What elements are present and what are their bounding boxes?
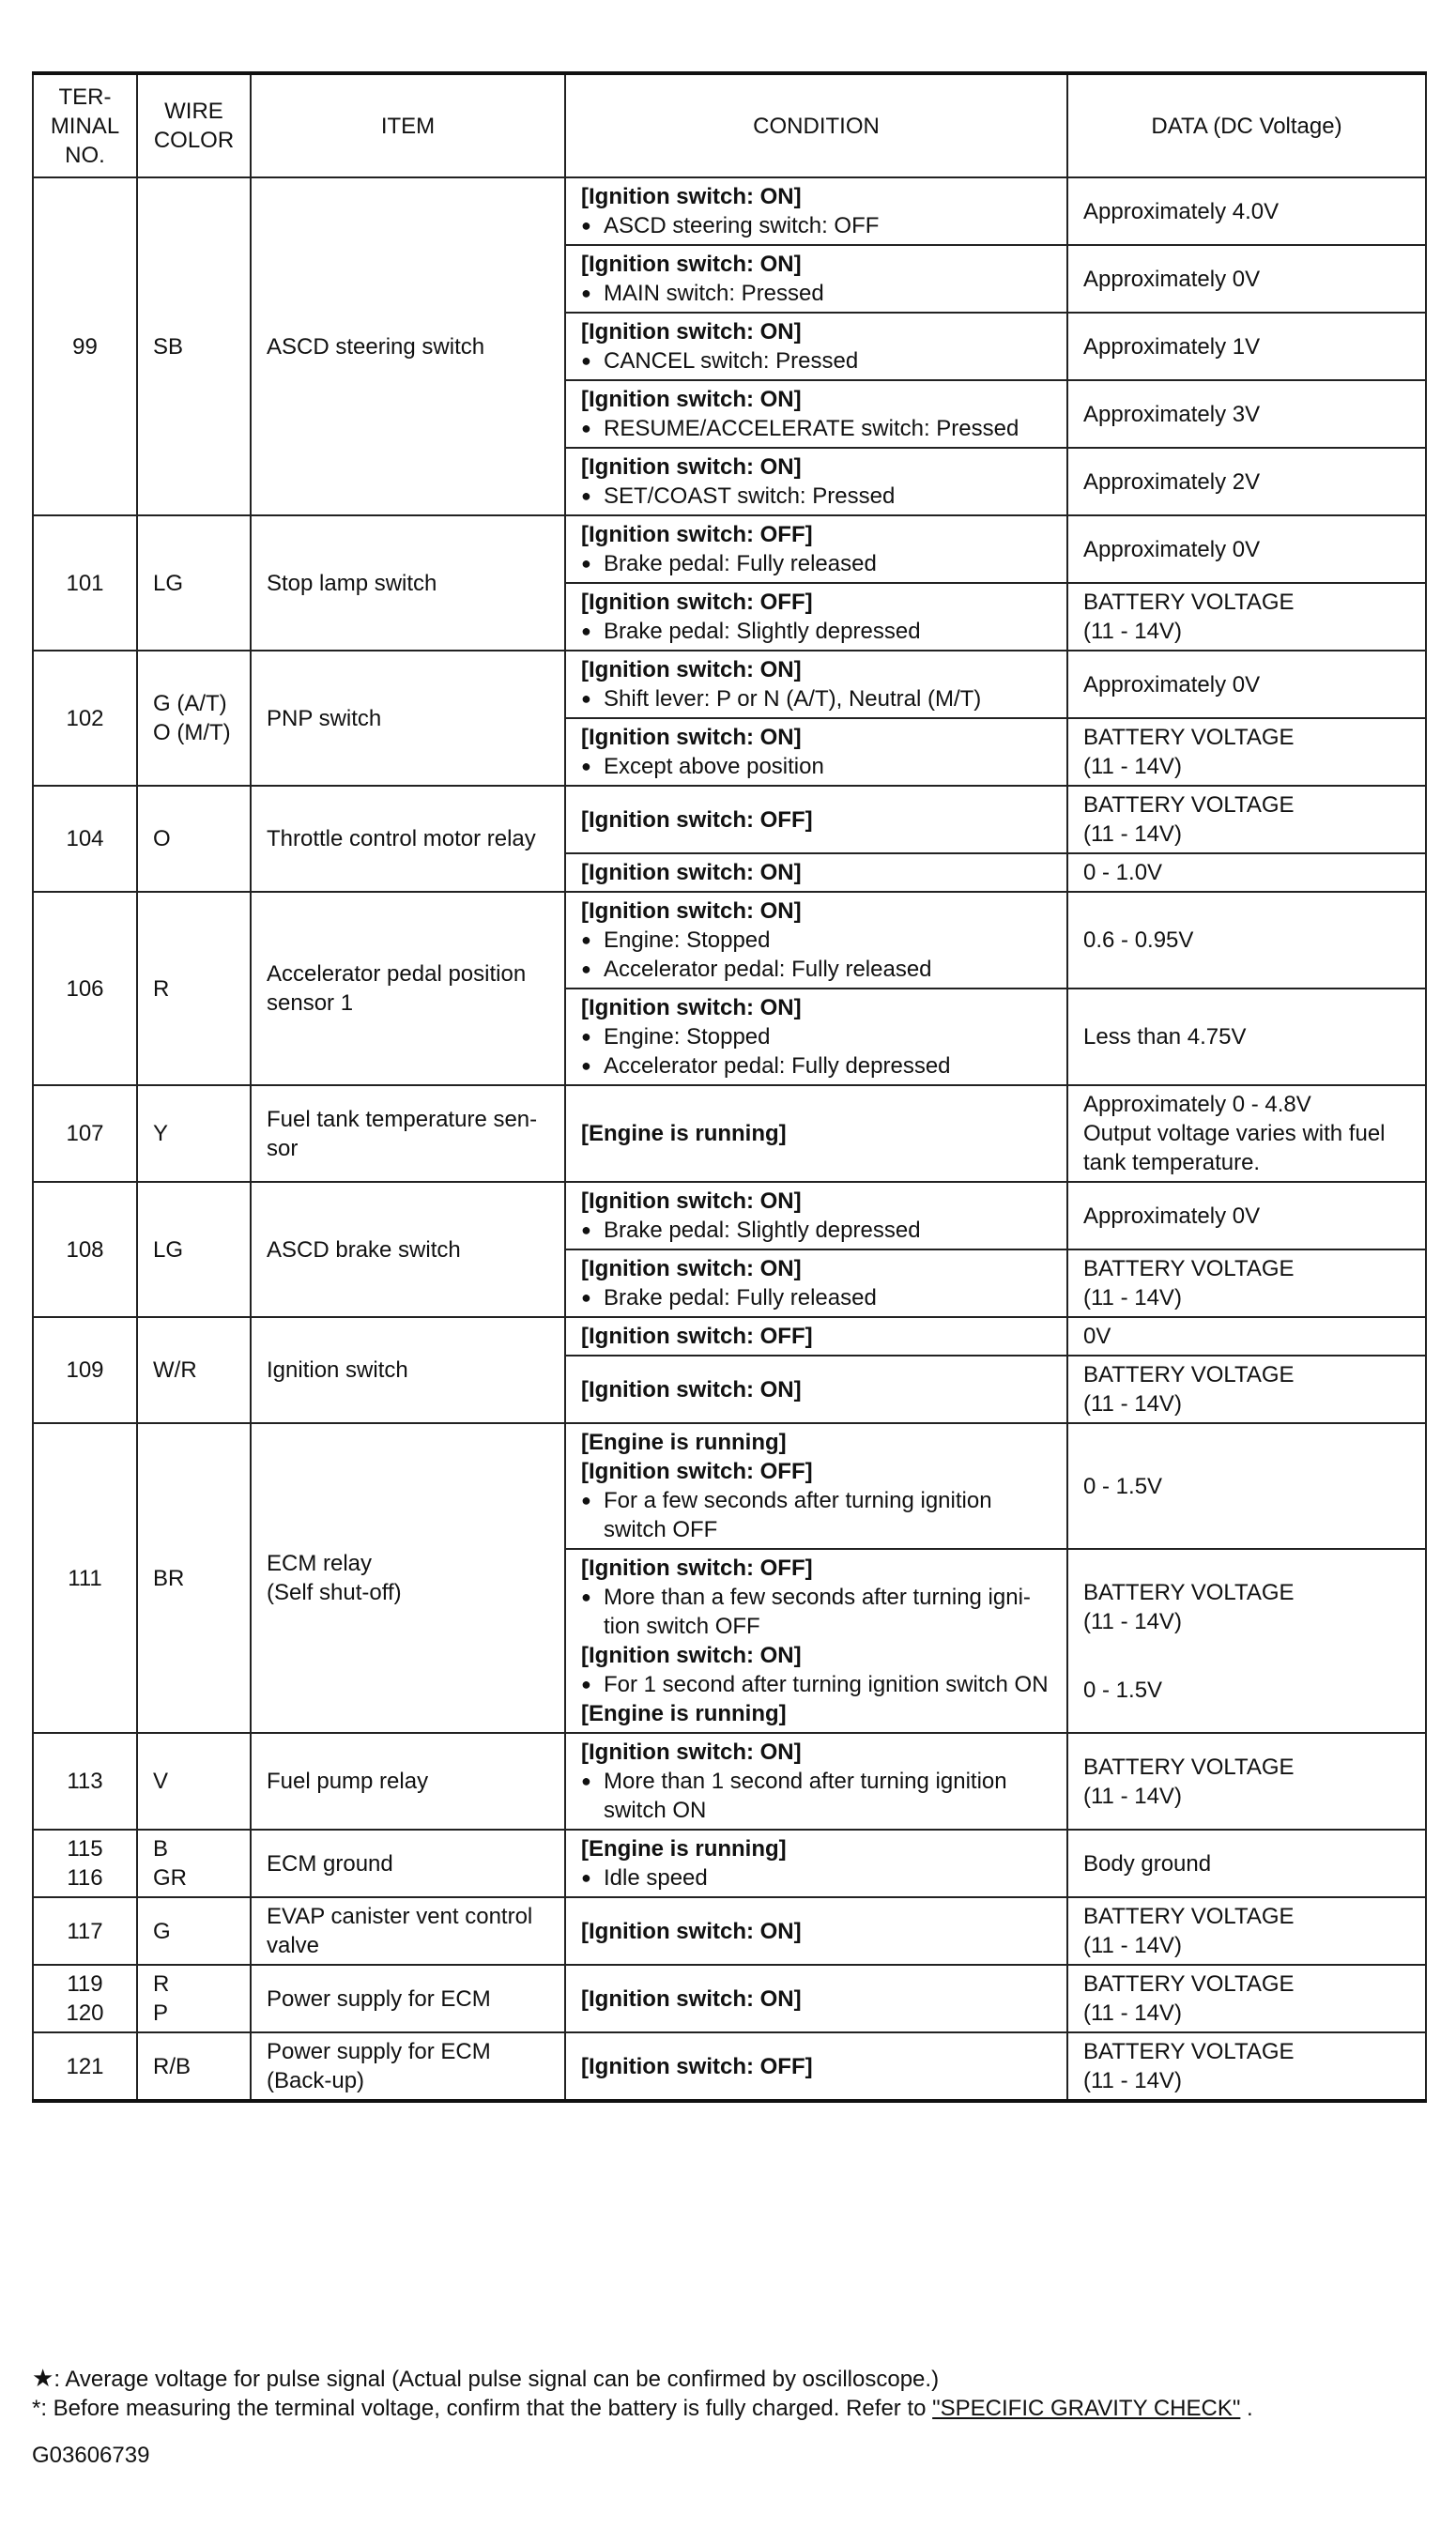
condition-heading: [Ignition switch: ON] xyxy=(581,1985,802,2012)
condition-heading: [Ignition switch: ON] xyxy=(581,1643,802,1668)
condition-heading: [Ignition switch: ON] xyxy=(581,860,802,885)
data-value: BATTERY VOLTAGE (11 - 14V) xyxy=(1067,2032,1426,2101)
condition-heading: [Ignition switch: ON] xyxy=(581,1256,802,1281)
footnote-star xyxy=(32,2364,939,2393)
condition-cell xyxy=(565,448,1067,515)
condition-heading: [Ignition switch: ON] xyxy=(581,725,802,750)
data-value: 0V xyxy=(1067,1317,1426,1356)
condition-heading: [Engine is running] xyxy=(581,1836,787,1862)
condition-bullet: ● ASCD steering switch: OFF xyxy=(581,211,1051,240)
header-data: DATA (DC Voltage) xyxy=(1067,73,1426,177)
condition-bullet: ● Brake pedal: Slightly depressed xyxy=(581,617,1051,646)
wire-color: R xyxy=(137,892,251,1085)
wire-color: B GR xyxy=(137,1830,251,1897)
condition-cell xyxy=(565,718,1067,786)
item-name: Stop lamp switch xyxy=(251,515,565,651)
condition-bullet: ● SET/COAST switch: Pressed xyxy=(581,482,1051,511)
terminal-number: 102 xyxy=(33,651,137,786)
data-value: BATTERY VOLTAGE (11 - 14V) xyxy=(1067,1733,1426,1830)
data-value: 0.6 - 0.95V xyxy=(1067,892,1426,989)
condition-cell xyxy=(565,853,1067,892)
table-row xyxy=(33,1423,1426,1549)
table-row xyxy=(33,2032,1426,2101)
item-name: EVAP canister vent control valve xyxy=(251,1897,565,1965)
terminal-number: 109 xyxy=(33,1317,137,1423)
item-name: ASCD brake switch xyxy=(251,1182,565,1317)
condition-cell xyxy=(565,1356,1067,1423)
condition-heading: [Ignition switch: OFF] xyxy=(581,806,813,833)
data-value: Approximately 2V xyxy=(1067,448,1426,515)
condition-heading: [Ignition switch: ON] xyxy=(581,1376,802,1402)
condition-cell xyxy=(565,1897,1067,1965)
condition-heading: [Ignition switch: ON] xyxy=(581,319,802,345)
condition-cell xyxy=(565,2032,1067,2101)
table-row xyxy=(33,1830,1426,1897)
item-name: Throttle control motor relay xyxy=(251,786,565,892)
wire-color: R/B xyxy=(137,2032,251,2101)
wire-color: Y xyxy=(137,1085,251,1182)
condition-heading: [Ignition switch: ON] xyxy=(581,1918,802,1944)
condition-cell xyxy=(565,245,1067,313)
header-terminal-no: TER- MINAL NO. xyxy=(33,73,137,177)
condition-bullet: ● For 1 second after turning ignition switch ON xyxy=(581,1670,1051,1699)
item-name: Fuel pump relay xyxy=(251,1733,565,1830)
condition-heading: [Ignition switch: ON] xyxy=(581,454,802,480)
terminal-number: 106 xyxy=(33,892,137,1085)
data-value-part: 0 - 1.5V xyxy=(1083,1677,1163,1703)
condition-heading: [Engine is running] xyxy=(581,1121,787,1146)
data-value: Approximately 0V xyxy=(1067,1182,1426,1249)
data-value: Approximately 1V xyxy=(1067,313,1426,380)
table-row xyxy=(33,177,1426,245)
condition-cell xyxy=(565,583,1067,651)
condition-cell xyxy=(565,1249,1067,1317)
condition-cell xyxy=(565,380,1067,448)
data-value: Approximately 0V xyxy=(1067,515,1426,583)
condition-heading: [Ignition switch: OFF] xyxy=(581,1556,813,1581)
item-name: Fuel tank temperature sen- sor xyxy=(251,1085,565,1182)
item-name: Power supply for ECM xyxy=(251,1965,565,2032)
header-wire-color: WIRE COLOR xyxy=(137,73,251,177)
condition-bullet: ● Brake pedal: Fully released xyxy=(581,1283,1051,1312)
condition-cell xyxy=(565,1182,1067,1249)
condition-bullet: ● More than a few seconds after turning igni-tion switch OFF xyxy=(581,1583,1051,1641)
data-value: Approximately 4.0V xyxy=(1067,177,1426,245)
condition-bullet: ● Accelerator pedal: Fully depressed xyxy=(581,1051,1051,1081)
condition-bullet: ● RESUME/ACCELERATE switch: Pressed xyxy=(581,414,1051,443)
header-item: ITEM xyxy=(251,73,565,177)
wire-color: G xyxy=(137,1897,251,1965)
data-value-part: BATTERY VOLTAGE (11 - 14V) xyxy=(1083,1579,1295,1634)
condition-cell xyxy=(565,786,1067,853)
condition-heading: [Ignition switch: ON] xyxy=(581,387,802,412)
condition-bullet: ● CANCEL switch: Pressed xyxy=(581,346,1051,376)
footnote-asterisk-text: *: Before measuring the terminal voltage, confirm that the battery is fully charged. Refer to xyxy=(32,2396,933,2421)
data-value: BATTERY VOLTAGE (11 - 14V) xyxy=(1067,1897,1426,1965)
header-condition: CONDITION xyxy=(565,73,1067,177)
item-name: ECM relay (Self shut-off) xyxy=(251,1423,565,1733)
condition-cell xyxy=(565,1733,1067,1830)
specific-gravity-check-link[interactable]: "SPECIFIC GRAVITY CHECK" xyxy=(932,2396,1241,2421)
data-value: Less than 4.75V xyxy=(1067,989,1426,1085)
condition-heading: [Ignition switch: ON] xyxy=(581,995,802,1020)
condition-bullet: ● Shift lever: P or N (A/T), Neutral (M/T) xyxy=(581,684,1051,713)
terminal-number: 108 xyxy=(33,1182,137,1317)
condition-heading: [Engine is running] xyxy=(581,1430,787,1455)
table-row xyxy=(33,515,1426,583)
wire-color: G (A/T) O (M/T) xyxy=(137,651,251,786)
condition-cell xyxy=(565,177,1067,245)
condition-bullet: ● Brake pedal: Fully released xyxy=(581,549,1051,578)
terminal-number: 115 116 xyxy=(33,1830,137,1897)
item-name: Accelerator pedal position sensor 1 xyxy=(251,892,565,1085)
terminal-number: 121 xyxy=(33,2032,137,2101)
terminal-number: 113 xyxy=(33,1733,137,1830)
data-value: BATTERY VOLTAGE (11 - 14V) xyxy=(1067,786,1426,853)
data-value: 0 - 1.0V xyxy=(1067,853,1426,892)
condition-heading: [Ignition switch: ON] xyxy=(581,1740,802,1765)
data-value: 0 - 1.5V xyxy=(1067,1423,1426,1549)
wire-color: O xyxy=(137,786,251,892)
condition-heading: [Ignition switch: ON] xyxy=(581,252,802,277)
condition-heading: [Ignition switch: ON] xyxy=(581,1188,802,1214)
condition-heading: [Ignition switch: ON] xyxy=(581,898,802,924)
data-value: Approximately 0V xyxy=(1067,651,1426,718)
condition-cell xyxy=(565,651,1067,718)
wire-color: W/R xyxy=(137,1317,251,1423)
terminal-number: 101 xyxy=(33,515,137,651)
wire-color: R P xyxy=(137,1965,251,2032)
condition-cell xyxy=(565,989,1067,1085)
data-value: Body ground xyxy=(1067,1830,1426,1897)
condition-cell xyxy=(565,892,1067,989)
data-value: BATTERY VOLTAGE (11 - 14V) xyxy=(1067,1965,1426,2032)
terminal-number: 111 xyxy=(33,1423,137,1733)
item-name: Ignition switch xyxy=(251,1317,565,1423)
table-row xyxy=(33,1965,1426,2032)
condition-heading: [Ignition switch: OFF] xyxy=(581,590,813,615)
condition-heading: [Engine is running] xyxy=(581,1701,787,1726)
wire-color: BR xyxy=(137,1423,251,1733)
condition-heading: [Ignition switch: ON] xyxy=(581,184,802,209)
data-value: Approximately 3V xyxy=(1067,380,1426,448)
figure-id: G03606739 xyxy=(32,2443,150,2468)
table-row xyxy=(33,1733,1426,1830)
condition-cell xyxy=(565,1317,1067,1356)
condition-bullet: ● More than 1 second after turning ignition switch ON xyxy=(581,1767,1051,1825)
data-value: BATTERY VOLTAGE (11 - 14V) xyxy=(1067,718,1426,786)
star-icon: ★ xyxy=(32,2364,54,2392)
condition-bullet: ● For a few seconds after turning ignition switch OFF xyxy=(581,1486,1051,1544)
footnote-link-suffix: . xyxy=(1240,2396,1253,2421)
table-body xyxy=(33,177,1426,2101)
terminal-number: 119 120 xyxy=(33,1965,137,2032)
table-row xyxy=(33,1897,1426,1965)
item-name: Power supply for ECM (Back-up) xyxy=(251,2032,565,2101)
condition-heading: [Ignition switch: OFF] xyxy=(581,522,813,547)
condition-bullet: ● Brake pedal: Slightly depressed xyxy=(581,1216,1051,1245)
table-row xyxy=(33,786,1426,853)
condition-bullet: ● Engine: Stopped xyxy=(581,1022,1051,1051)
data-value: Approximately 0 - 4.8V Output voltage varies with fuel tank temperature. xyxy=(1067,1085,1426,1182)
table-row xyxy=(33,651,1426,718)
terminal-number: 99 xyxy=(33,177,137,515)
condition-cell xyxy=(565,1965,1067,2032)
terminal-number: 117 xyxy=(33,1897,137,1965)
terminal-data-table xyxy=(32,71,1427,2103)
condition-cell xyxy=(565,1423,1067,1549)
data-value: BATTERY VOLTAGE (11 - 14V) xyxy=(1067,583,1426,651)
data-value xyxy=(1067,1549,1426,1733)
terminal-number: 104 xyxy=(33,786,137,892)
condition-bullet: ● Except above position xyxy=(581,752,1051,781)
wire-color: SB xyxy=(137,177,251,515)
table-row xyxy=(33,1085,1426,1182)
table-row xyxy=(33,1182,1426,1249)
item-name: ASCD steering switch xyxy=(251,177,565,515)
terminal-number: 107 xyxy=(33,1085,137,1182)
wire-color: V xyxy=(137,1733,251,1830)
condition-bullet: ● Accelerator pedal: Fully released xyxy=(581,955,1051,984)
footnote-asterisk xyxy=(32,2396,1253,2422)
data-value: BATTERY VOLTAGE (11 - 14V) xyxy=(1067,1356,1426,1423)
wire-color: LG xyxy=(137,1182,251,1317)
data-value: BATTERY VOLTAGE (11 - 14V) xyxy=(1067,1249,1426,1317)
condition-bullet: ● Idle speed xyxy=(581,1863,1051,1893)
item-name: PNP switch xyxy=(251,651,565,786)
table-row xyxy=(33,1317,1426,1356)
table-row xyxy=(33,892,1426,989)
condition-heading: [Ignition switch: OFF] xyxy=(581,1459,813,1484)
condition-cell xyxy=(565,313,1067,380)
condition-cell xyxy=(565,1085,1067,1182)
data-value: Approximately 0V xyxy=(1067,245,1426,313)
condition-cell xyxy=(565,1549,1067,1733)
table-header-row xyxy=(33,73,1426,177)
condition-bullet: ● MAIN switch: Pressed xyxy=(581,279,1051,308)
condition-heading: [Ignition switch: ON] xyxy=(581,657,802,682)
footnote-star-text: : Average voltage for pulse signal (Actual pulse signal can be confirmed by oscilloscope.) xyxy=(54,2367,940,2392)
condition-cell xyxy=(565,515,1067,583)
wire-color: LG xyxy=(137,515,251,651)
condition-heading: [Ignition switch: OFF] xyxy=(581,1324,813,1349)
condition-bullet: ● Engine: Stopped xyxy=(581,926,1051,955)
condition-heading: [Ignition switch: OFF] xyxy=(581,2053,813,2079)
item-name: ECM ground xyxy=(251,1830,565,1897)
condition-cell xyxy=(565,1830,1067,1897)
